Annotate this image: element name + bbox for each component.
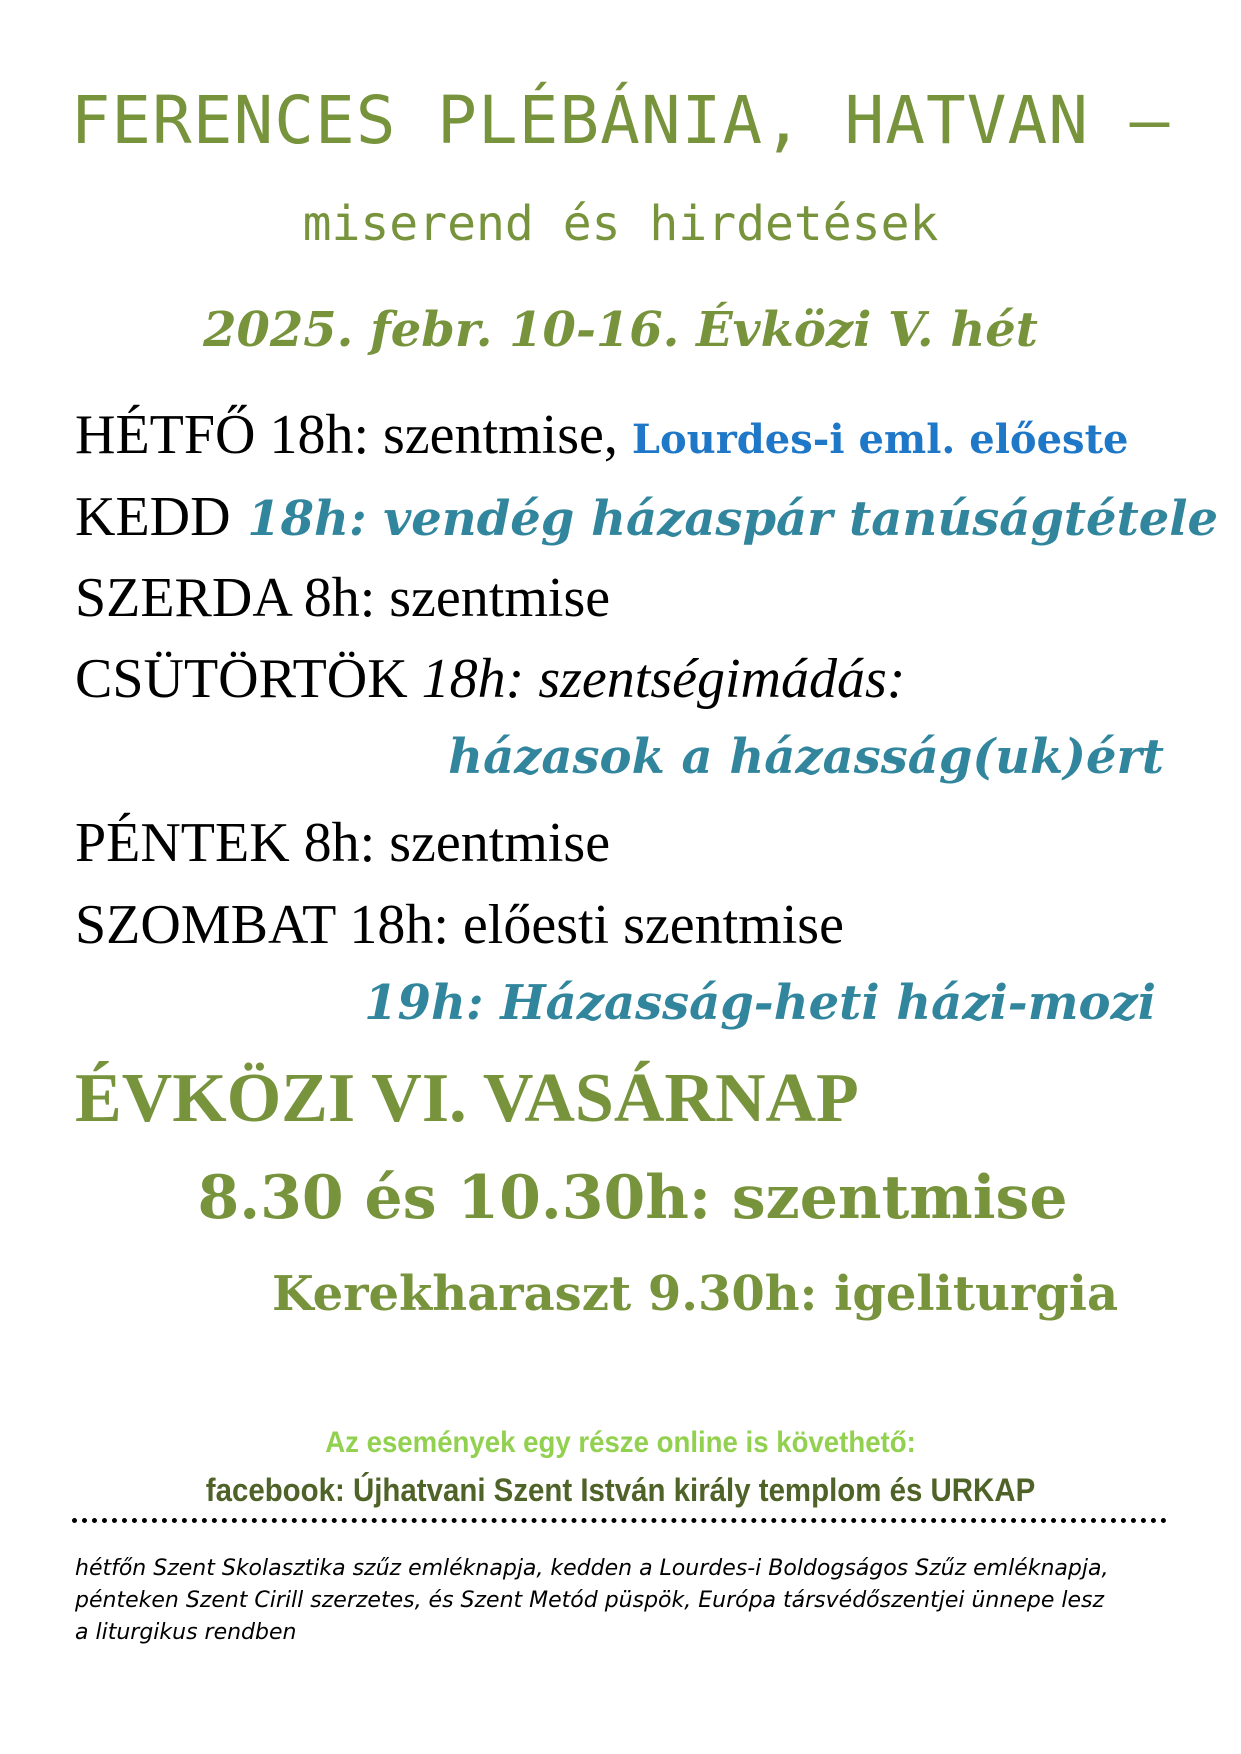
thursday-event: 18h: szentségimádás: — [407, 648, 906, 710]
sunday-kerekharaszt: Kerekharaszt 9.30h: igeliturgia — [272, 1266, 1119, 1322]
thursday-continuation: házasok a házasság(uk)ért — [448, 729, 1164, 785]
day-label: SZOMBAT — [75, 894, 336, 956]
saturday-continuation: 19h: Házasság-heti házi-mozi — [364, 975, 1156, 1031]
day-label: PÉNTEK — [75, 812, 290, 874]
time-text: 8h: szentmise — [289, 567, 611, 629]
dotted-divider — [72, 1518, 1167, 1523]
schedule-thursday — [75, 648, 906, 710]
footer-note-line: a liturgikus rendben — [75, 1620, 297, 1645]
schedule-tuesday — [75, 486, 1219, 548]
page-subtitle: miserend és hirdetések — [302, 196, 939, 252]
tuesday-event: 18h: vendég házaspár tanúságtétele — [230, 491, 1219, 547]
day-label: HÉTFŐ — [75, 404, 256, 466]
sunday-title: ÉVKÖZI VI. VASÁRNAP — [75, 1060, 859, 1137]
sunday-mass: 8.30 és 10.30h: szentmise — [197, 1163, 1068, 1233]
footer-note-line: hétfőn Szent Skolasztika szűz emléknapja, kedden a Lourdes-i Boldogságos Szűz emléknapja, — [75, 1556, 1109, 1581]
online-notice: Az események egy része online is követhető: — [325, 1426, 916, 1459]
schedule-saturday — [75, 894, 844, 956]
time-text: 8h: szentmise — [289, 812, 611, 874]
day-label: KEDD — [75, 486, 231, 548]
day-label: SZERDA — [75, 567, 290, 629]
time-text: 18h: előesti szentmise — [335, 894, 844, 956]
facebook-link: facebook: Újhatvani Szent István király templom és URKAP — [205, 1472, 1036, 1508]
time-text: 18h: szentmise, — [255, 404, 632, 466]
schedule-monday — [75, 404, 1129, 466]
day-label: CSÜTÖRTÖK — [75, 648, 408, 710]
schedule-wednesday — [75, 567, 611, 629]
page-title: FERENCES PLÉBÁNIA, HATVAN – — [70, 82, 1171, 159]
week-label: 2025. febr. 10-16. Évközi V. hét — [203, 302, 1038, 358]
monday-note: Lourdes-i eml. előeste — [631, 416, 1129, 463]
schedule-friday — [75, 812, 611, 874]
footer-note-line: pénteken Szent Cirill szerzetes, és Szent Metód püspök, Európa társvédőszentjei ünnepe lesz — [75, 1588, 1105, 1613]
footer-note — [75, 1553, 1175, 1649]
